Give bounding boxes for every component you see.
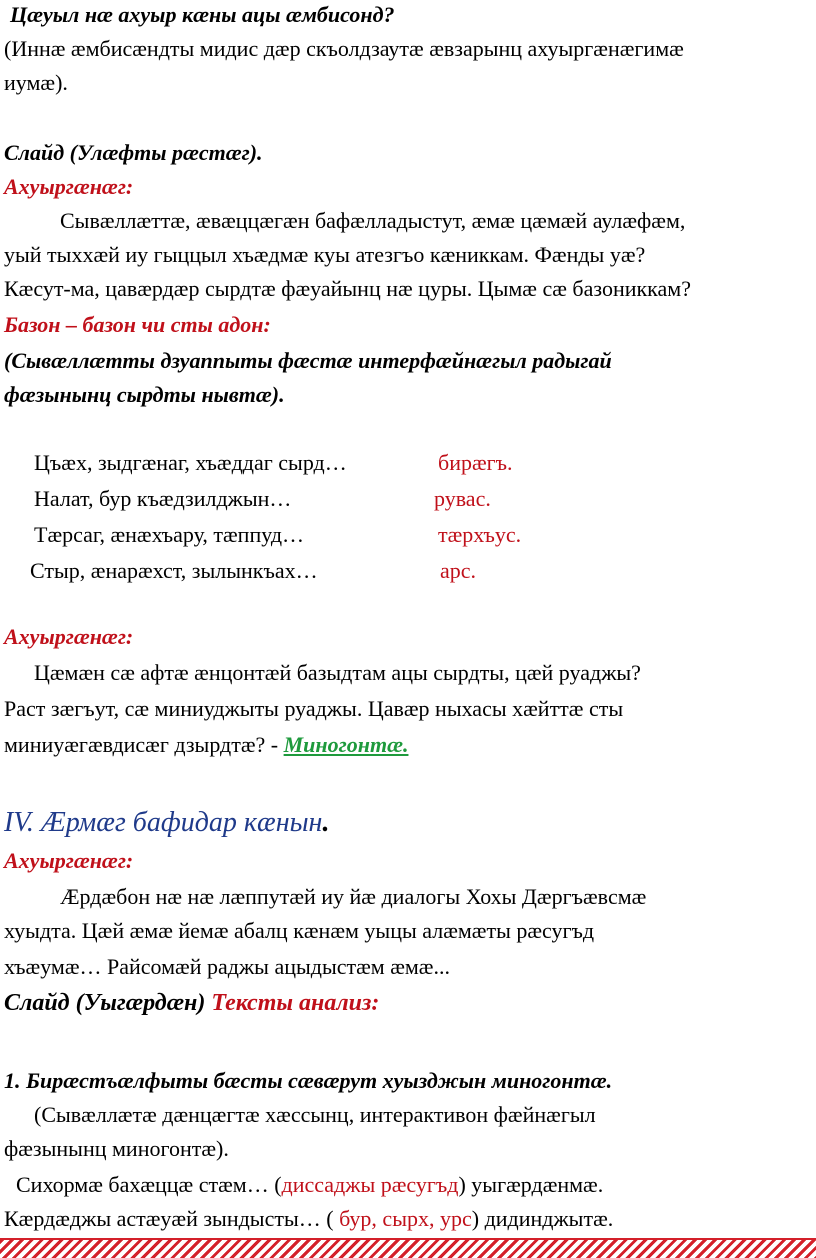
sentence-text: Сихормæ бахæццæ стæм… ( xyxy=(16,1172,282,1197)
riddle-clue: Налат, бур къæдзилджын… xyxy=(34,486,292,511)
inserted-adjective: бур, сырх, урс xyxy=(339,1206,472,1231)
answer-adjectives: Миногонтæ. xyxy=(283,732,409,757)
task-1: 1. Бирæстъæлфыты бæсты сæвæрут хуызджын миногонтæ. xyxy=(4,1068,613,1093)
ornament-border xyxy=(0,1238,816,1258)
section-dot: . xyxy=(322,807,330,838)
game-heading: Базон – базон чи сты адон: xyxy=(4,312,271,337)
riddle-answer: тæрхъус. xyxy=(438,522,522,547)
slide-meadow-heading xyxy=(4,988,379,1018)
teacher-label: Ахуыргæнæг: xyxy=(4,624,134,649)
riddle-clue: Тæрсаг, æнæхъару, тæппуд… xyxy=(34,522,305,547)
teacher-text-line: Раст зæгъут, сæ миниуджыты руаджы. Цавæр ныхасы хæйттæ сты xyxy=(4,696,624,721)
section-heading xyxy=(4,808,329,838)
riddle-answer: бирæгъ. xyxy=(438,450,513,475)
teacher-label: Ахуыргæнæг: xyxy=(4,174,134,199)
question-title: Цæуыл нæ ахуыр кæны ацы æмбисонд? xyxy=(10,2,395,27)
text-analysis-label: Тексты анализ: xyxy=(211,990,380,1016)
task-note-cont: фæзынынц миногонтæ). xyxy=(4,1136,229,1161)
slide-rest-heading: Слайд (Улæфты рæстæг). xyxy=(4,140,263,165)
sentence-1 xyxy=(16,1170,603,1200)
teacher-text-line: Кæсут-ма, цавæрдæр сырдтæ фæуайынц нæ цуры. Цымæ сæ базониккам? xyxy=(4,276,691,301)
teacher-text-line: Æрдæбон нæ нæ лæппутæй иу йæ диалогы Хохы Дæргъæвсмæ xyxy=(60,884,647,909)
sentence-text: ) уыгæрдæнмæ. xyxy=(458,1172,604,1197)
riddle-answer: рувас. xyxy=(434,486,491,511)
task-note: (Сывæллæтæ дæнцæгтæ хæссынц, интерактивон фæйнæгыл xyxy=(34,1102,596,1127)
teacher-text-line: уый тыххæй иу гыццыл хъæдмæ куы атезгъо кæниккам. Фæнды уæ? xyxy=(4,242,646,267)
sentence-text: ) дидинджытæ. xyxy=(471,1206,614,1231)
teacher-label: Ахуыргæнæг: xyxy=(4,848,134,873)
riddle-answer: арс. xyxy=(440,558,477,583)
game-note: (Сывæллæтты дзуаппыты фæстæ интерфæйнæгыл радыгай xyxy=(4,348,612,373)
game-note-cont: фæзынынц сырдты нывтæ). xyxy=(4,382,285,407)
question-note: (Иннæ æмбисæндты мидис дæр скъолдзаутæ æвзарынц ахуыргæнæгимæ xyxy=(4,36,684,61)
riddle-clue: Стыр, æнарæхст, зылынкъах… xyxy=(30,558,318,583)
riddle-clue: Цъæх, зыдгæнаг, хъæддаг сырд… xyxy=(34,450,347,475)
question-note-cont: иумæ). xyxy=(4,70,68,95)
teacher-text-line: хъæумæ… Райсомæй раджы ацыдыстæм æмæ... xyxy=(4,954,450,979)
question-text: миниуæгæвдисæг дзырдтæ? - xyxy=(4,732,284,757)
section-title: IV. Æрмæг бафидар кæнын xyxy=(4,807,323,838)
sentence-text: Кæрдæджы астæуæй зындысты… ( xyxy=(4,1206,340,1231)
inserted-adjective: диссаджы рæсугъд xyxy=(281,1172,459,1197)
sentence-2 xyxy=(4,1204,613,1234)
teacher-text-line: Сывæллæттæ, æвæццæгæн бафæлладыстут, æмæ цæмæй аулæфæм, xyxy=(60,208,686,233)
teacher-text-line: хуыдта. Цæй æмæ йемæ абалц кæнæм уыцы алæмæты рæсугъд xyxy=(4,918,595,943)
teacher-text-line xyxy=(4,730,408,760)
teacher-text-line: Цæмæн сæ афтæ æнцонтæй базыдтам ацы сырдты, цæй руаджы? xyxy=(34,660,641,685)
slide-label: Слайд (Уыгæрдæн) xyxy=(4,990,212,1016)
